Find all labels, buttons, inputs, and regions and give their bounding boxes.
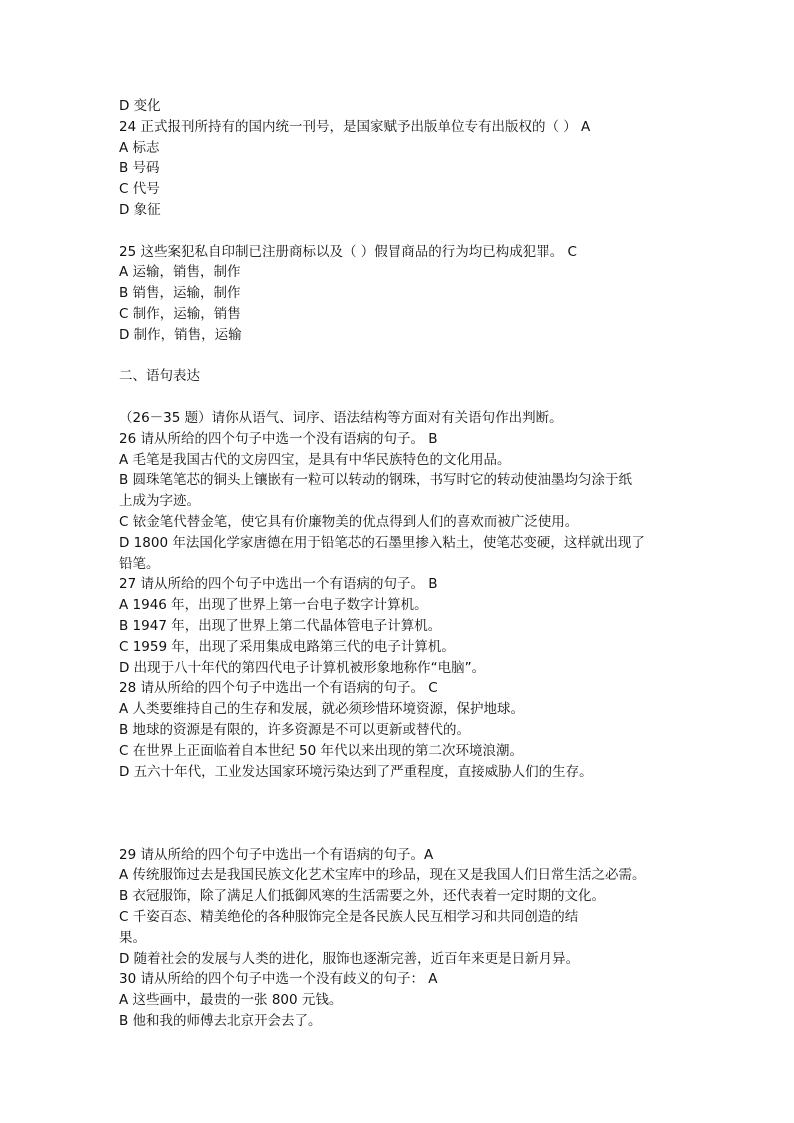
- option-d-q27: D 出现于八十年代的第四代电子计算机被形象地称作“电脑”。: [119, 659, 486, 676]
- spacer: [119, 346, 679, 367]
- section-instructions: （26－35 题）请你从语气、词序、语法结构等方面对有关语句作出判断。: [119, 409, 563, 426]
- spacer: [119, 803, 679, 824]
- spacer: [119, 221, 679, 242]
- option-b-q24: B 号码: [119, 160, 160, 177]
- option-d-q26: D 1800 年法国化学家唐德在用于铅笔芯的石墨里掺入粘土，使笔芯变硬，这样就出现了: [119, 534, 645, 551]
- option-d-q26-cont: 铅笔。: [119, 555, 160, 572]
- option-a-q28: A 人类要维持自己的生存和发展，就必须珍惜环境资源，保护地球。: [119, 701, 525, 718]
- option-c-q25: C 制作，运输，销售: [119, 305, 241, 322]
- question-25: 25 这些案犯私自印制已注册商标以及（ ）假冒商品的行为均已构成犯罪。 C: [119, 243, 577, 260]
- option-b-q29: B 衣冠服饰，除了满足人们抵御风寒的生活需要之外，还代表着一定时期的文化。: [119, 888, 606, 905]
- option-b-q26-cont: 上成为字迹。: [119, 493, 200, 510]
- section-heading: 二、语句表达: [119, 368, 200, 385]
- option-d-q25: D 制作，销售，运输: [119, 326, 242, 343]
- option-c-q24: C 代号: [119, 181, 160, 198]
- option-a-q29: A 传统服饰过去是我国民族文化艺术宝库中的珍品，现在又是我国人们日常生活之必需。: [119, 867, 646, 884]
- question-28: 28 请从所给的四个句子中选出一个有语病的句子。 C: [119, 680, 438, 697]
- question-26: 26 请从所给的四个句子中选一个没有语病的句子。 B: [119, 430, 438, 447]
- spacer: [119, 387, 679, 408]
- option-c-q28: C 在世界上正面临着自本世纪 50 年代以来出现的第二次环境浪潮。: [119, 742, 523, 759]
- question-27: 27 请从所给的四个句子中选出一个有语病的句子。 B: [119, 576, 438, 593]
- option-b-q26: B 圆珠笔笔芯的铜头上镶嵌有一粒可以转动的钢珠，书写时它的转动使油墨均匀涂于纸: [119, 472, 633, 489]
- option-a-q26: A 毛笔是我国古代的文房四宝，是具有中华民族特色的文化用品。: [119, 451, 511, 468]
- option-d-q24: D 象征: [119, 201, 161, 218]
- option-c-q29-cont: 果。: [119, 929, 146, 946]
- option-a-q25: A 运输，销售，制作: [119, 264, 241, 281]
- option-c-q27: C 1959 年，出现了采用集成电路第三代的电子计算机。: [119, 638, 455, 655]
- spacer: [119, 824, 679, 845]
- option-b-q27: B 1947 年，出现了世界上第二代晶体管电子计算机。: [119, 617, 442, 634]
- option-a-q24: A 标志: [119, 139, 160, 156]
- question-30: 30 请从所给的四个句子中选一个没有歧义的句子： A: [119, 971, 438, 988]
- spacer: [119, 782, 679, 803]
- option-b-q30: B 他和我的师傅去北京开会去了。: [119, 1013, 322, 1030]
- option-a-q30: A 这些画中，最贵的一张 800 元钱。: [119, 992, 343, 1009]
- option-c-q26: C 铱金笔代替金笔，使它具有价廉物美的优点得到人们的喜欢而被广泛使用。: [119, 513, 579, 530]
- option-c-q29: C 千姿百态、精美绝伦的各种服饰完全是各民族人民互相学习和共同创造的结: [119, 909, 579, 926]
- option-d-q29: D 随着社会的发展与人类的进化，服饰也逐渐完善，近百年来更是日新月异。: [119, 950, 580, 967]
- question-24: 24 正式报刊所持有的国内统一刊号，是国家赋予出版单位专有出版权的（ ） A: [119, 118, 591, 135]
- option-d-q23: D 变化: [119, 98, 161, 114]
- question-29: 29 请从所给的四个句子中选出一个有语病的句子。A: [119, 846, 434, 863]
- option-b-q28: B 地球的资源是有限的，许多资源是不可以更新或替代的。: [119, 721, 471, 738]
- option-d-q28: D 五六十年代，工业发达国家环境污染达到了严重程度，直接威胁人们的生存。: [119, 763, 593, 780]
- option-b-q25: B 销售，运输，制作: [119, 285, 241, 302]
- document-body: [119, 96, 679, 1032]
- option-a-q27: A 1946 年，出现了世界上第一台电子数字计算机。: [119, 597, 428, 614]
